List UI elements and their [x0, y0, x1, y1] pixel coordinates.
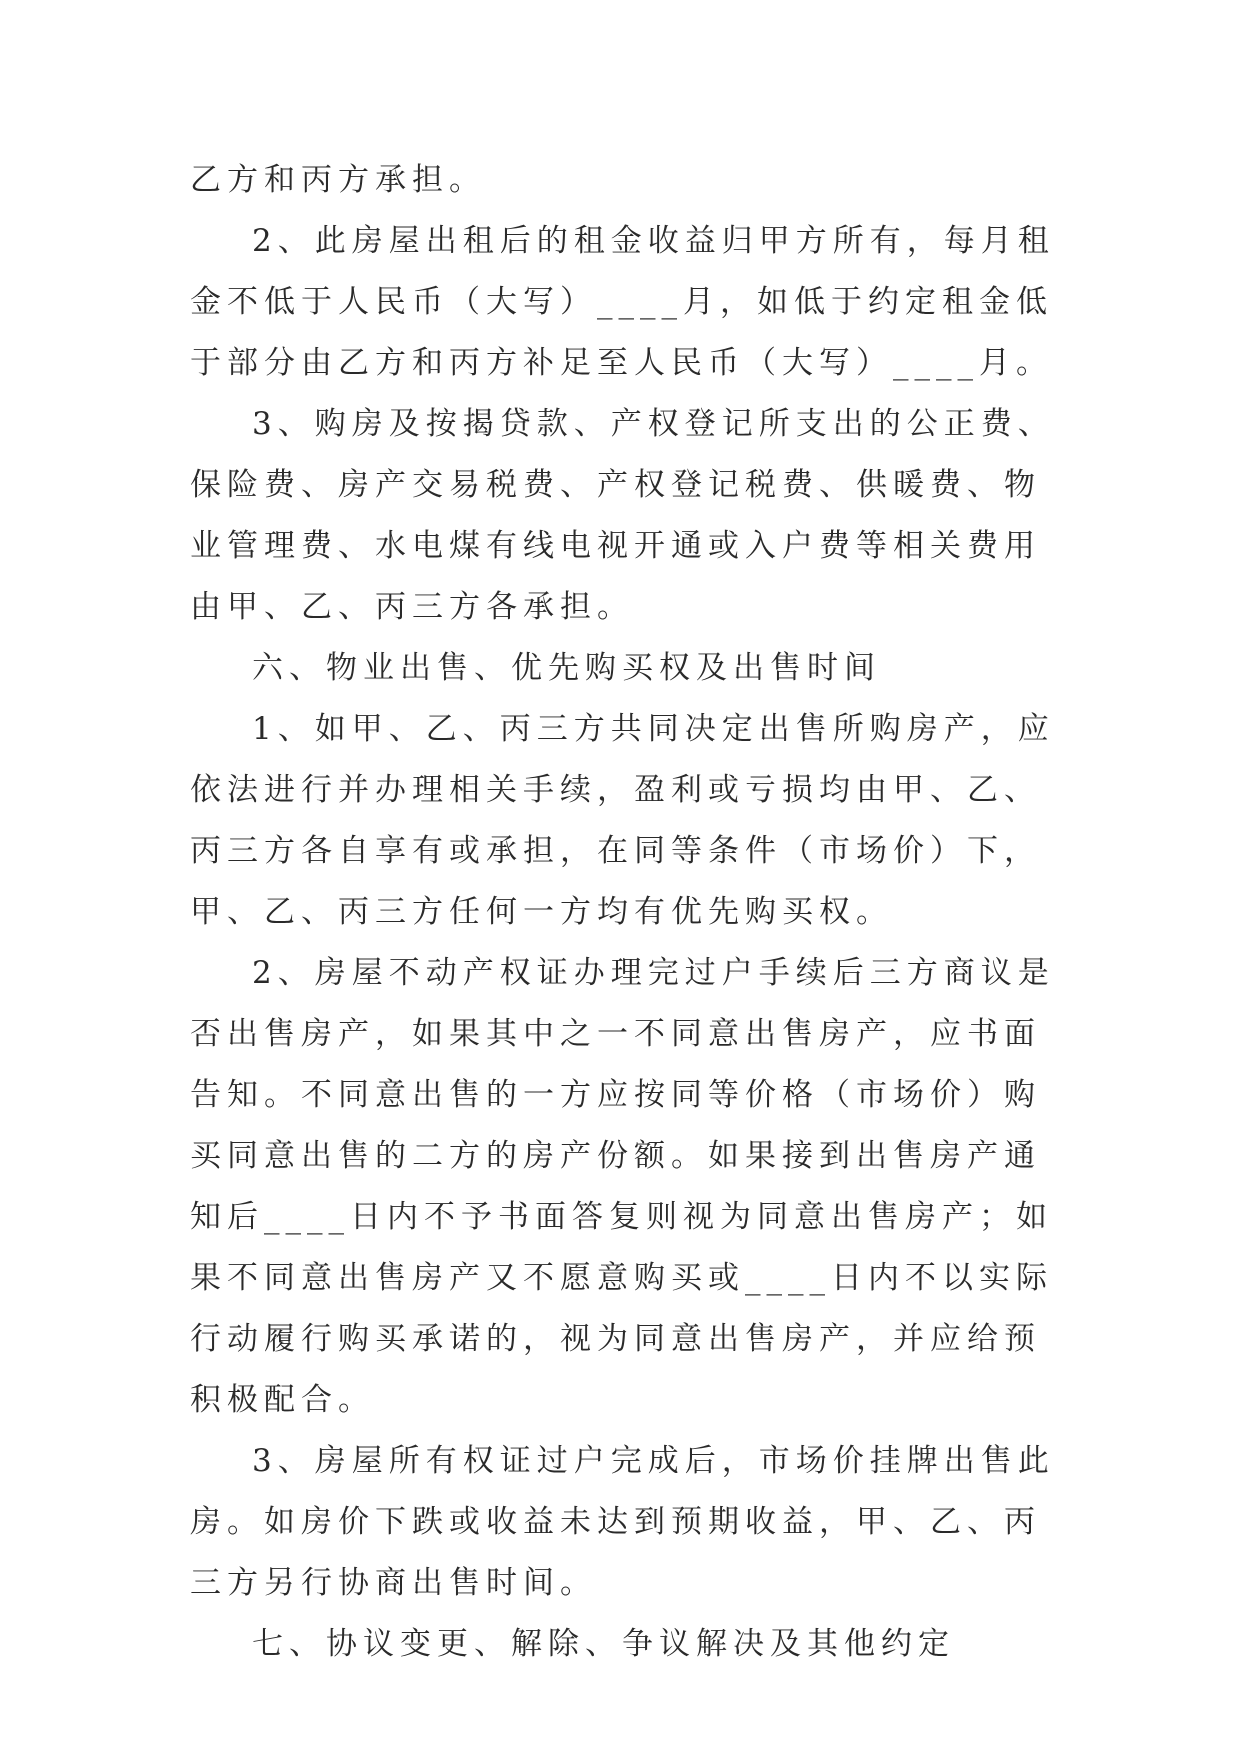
section-heading-changes: 七、协议变更、解除、争议解决及其他约定	[252, 1626, 955, 1662]
paragraph-continuation: 乙方和丙方承担。	[190, 162, 486, 198]
paragraph-joint-sale: 1、如甲、乙、丙三方共同决定出售所购房产，应依法进行并办理相关手续，盈利或亏损均由甲、乙、丙三方各自享有或承担，在同等条件（市场价）下，甲、乙、丙三方任何一方均有优先购买权。	[190, 711, 1055, 930]
section-heading-sale: 六、物业出售、优先购买权及出售时间	[252, 650, 881, 686]
paragraph-sale-consent: 2、房屋不动产权证办理完过户手续后三方商议是否出售房产，如果其中之一不同意出售房产，应书面告知。不同意出售的一方应按同等价格（市场价）购买同意出售的二方的房产份额。如果接到出售房产通知后____日内不予书面答复则视为同意出售房产；如果不同意出售房产又不愿意购买或____日内不以实际行动履行购买承诺的，视为同意出售房产，并应给预积极配合。	[190, 955, 1055, 1418]
paragraph-rent-income: 2、此房屋出租后的租金收益归甲方所有，每月租金不低于人民币（大写）____月，如低于约定租金低于部分由乙方和丙方补足至人民币（大写）____月。	[190, 223, 1055, 381]
paragraph-listing: 3、房屋所有权证过户完成后，市场价挂牌出售此房。如房价下跌或收益未达到预期收益，甲、乙、丙三方另行协商出售时间。	[190, 1443, 1055, 1601]
paragraph-fees: 3、购房及按揭贷款、产权登记所支出的公正费、保险费、房产交易税费、产权登记税费、供暖费、物业管理费、水电煤有线电视开通或入户费等相关费用由甲、乙、丙三方各承担。	[190, 406, 1055, 625]
document-body	[190, 150, 1070, 1675]
